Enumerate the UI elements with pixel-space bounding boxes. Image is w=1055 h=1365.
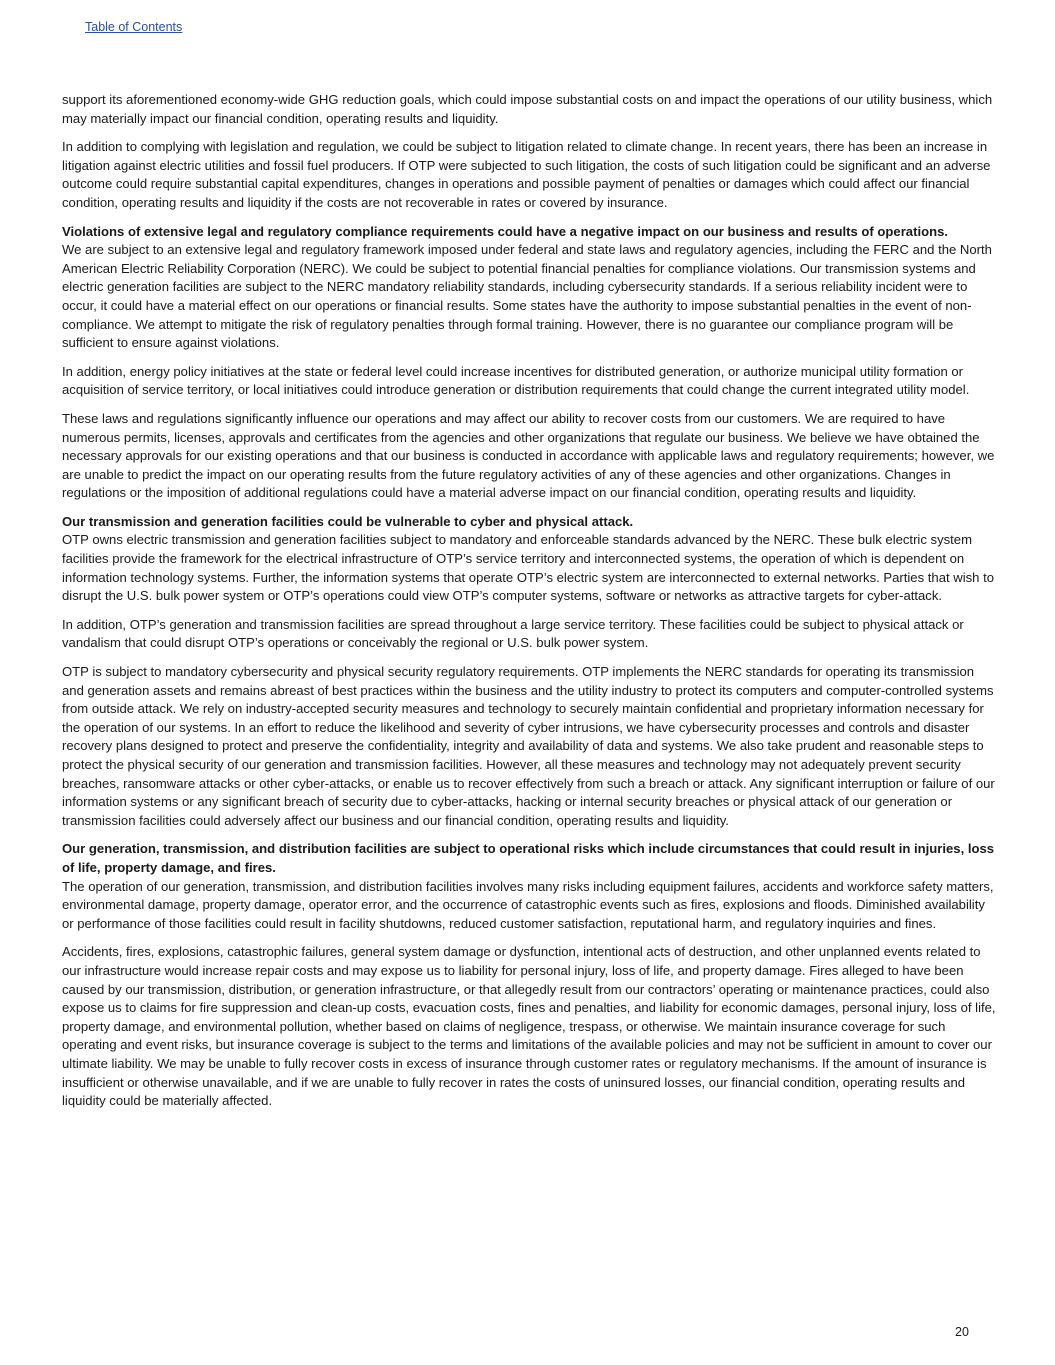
paragraph (62, 840, 998, 933)
table-of-contents-link[interactable]: Table of Contents (85, 20, 183, 34)
document-body (62, 91, 998, 1121)
paragraph-text: support its aforementioned economy-wide GHG reduction goals, which could impose substantial costs on and impact the operations of our utility business, which may materially impact our financial condition, operating results and liquidity. (62, 92, 993, 126)
paragraph (62, 138, 998, 212)
paragraph-text: In addition to complying with legislation and regulation, we could be subject to litigation related to climate change. In recent years, there has been an increase in litigation against electric utilities and fossil fuel producers. If OTP were subjected to such litigation, the costs of such litigation could be significant and an adverse outcome could require substantial capital expenditures, changes in operations and possible payment of penalties or damages which could affect our financial condition, operating results and liquidity if the costs are not recoverable in rates or covered by insurance. (62, 139, 991, 210)
paragraph-text: The operation of our generation, transmission, and distribution facilities involves many risks including equipment failures, accidents and workforce safety matters, environmental damage, property damage, operator error, and the occurrence of catastrophic events such as fires, explosions and floods. Diminished availability or performance of those facilities could result in facility shutdowns, reduced customer satisfaction, reputational harm, and regulatory inquiries and fines. (62, 878, 994, 931)
paragraph (62, 943, 998, 1110)
paragraph (62, 663, 998, 830)
paragraph-text: These laws and regulations significantly influence our operations and may affect our ability to recover costs from our customers. We are required to have numerous permits, licenses, approvals and certificates from the agencies and other organizations that regulate our business. We believe we have obtained the necessary approvals for our existing operations and that our business is conducted in accordance with applicable laws and regulatory requirements; however, we are unable to predict the impact on our operating results from the future regulatory activities of any of these agencies and other organizations. Changes in regulations or the imposition of additional regulations could have a material adverse impact on our financial condition, operating results and liquidity. (62, 410, 995, 501)
paragraph-text: Accidents, fires, explosions, catastrophic failures, general system damage or dysfunction, intentional acts of destruction, and other unplanned events related to our infrastructure would increase repair costs and may expose us to liability for personal injury, loss of life, and property damage. Fires alleged to have been caused by our transmission, distribution, or generation infrastructure, or that allegedly result from our contractors’ operating or maintenance practices, could also expose us to claims for fire suppression and clean-up costs, evacuation costs, fines and penalties, and liability for economic damages, personal injury, loss of life, property damage, and environmental pollution, whether based on claims of negligence, trespass, or otherwise. We maintain insurance coverage for such operating and event risks, but insurance coverage is subject to the terms and limitations of the available policies and may not be sufficient in amount to cover our ultimate liability. We may be unable to fully recover costs in excess of insurance through customer rates or regulatory mechanisms. If the amount of insurance is insufficient or otherwise unavailable, and if we are unable to fully recover in rates the costs of uninsured losses, our financial condition, operating results and liquidity could be materially affected. (62, 944, 996, 1109)
paragraph (62, 91, 998, 128)
page-number: 20 (955, 1325, 969, 1339)
paragraph-text: We are subject to an extensive legal and regulatory framework imposed under federal and state laws and regulatory agencies, including the FERC and the North American Electric Reliability Corporation (NERC). We could be subject to potential financial penalties for compliance violations. Our transmission systems and electric generation facilities are subject to the NERC mandatory reliability standards, including cybersecurity standards. If a serious reliability incident were to occur, it could have a material effect on our operations or financial results. Some states have the authority to impose substantial penalties in the event of non-compliance. We attempt to mitigate the risk of regulatory penalties through formal training. However, there is no guarantee our compliance program will be sufficient to ensure against violations. (62, 242, 992, 351)
paragraph (62, 363, 998, 400)
paragraph-text: In addition, energy policy initiatives at the state or federal level could increase incentives for distributed generation, or authorize municipal utility formation or acquisition of service territory, or local initiatives could introduce generation or distribution requirements that could change the current integrated utility model. (62, 363, 970, 398)
section-heading: Violations of extensive legal and regulatory compliance requirements could have a negative impact on our business and results of operations. (62, 223, 949, 239)
paragraph (62, 410, 998, 503)
paragraph-text: In addition, OTP’s generation and transmission facilities are spread throughout a large service territory. These facilities could be subject to physical attack or vandalism that could disrupt OTP’s operations or conceivably the regional or U.S. bulk power system. (62, 616, 964, 651)
section-heading: Our generation, transmission, and distribution facilities are subject to operational risks which include circumstances that could result in injuries, loss of life, property damage, and fires. (62, 841, 995, 875)
paragraph-text: OTP owns electric transmission and generation facilities subject to mandatory and enforceable standards advanced by the NERC. These bulk electric system facilities provide the framework for the electrical infrastructure of OTP’s service territory and interconnected systems, the operation of which is dependent on information technology systems. Further, the information systems that operate OTP’s electric system are interconnected to external networks. Parties that wish to disrupt the U.S. bulk power system or OTP’s operations could view OTP’s computer systems, software or networks as attractive targets for cyber-attack. (62, 532, 995, 604)
paragraph-text: OTP is subject to mandatory cybersecurity and physical security regulatory requirements. OTP implements the NERC standards for operating its transmission and generation assets and remains abreast of best practices within the business and the utility industry to protect its computers and computer-controlled systems from outside attack. We rely on industry-accepted security measures and technology to securely maintain confidential and proprietary information necessary for the operation of our systems. In an effort to reduce the likelihood and severity of cyber intrusions, we have cybersecurity processes and controls and disaster recovery plans designed to protect and preserve the confidentiality, integrity and availability of data and systems. We also take prudent and reasonable steps to protect the physical security of our generation and transmission facilities. However, all these measures and technology may not adequately prevent security breaches, ransomware attacks or other cyber-attacks, or enable us to recover effectively from such a breach or attack. Any significant interruption or failure of our information systems or any significant breach of security due to cyber-attacks, hacking or internal security breaches or physical attack of our generation or transmission facilities could adversely affect our business and our financial condition, operating results and liquidity. (62, 664, 995, 828)
section-heading: Our transmission and generation facilities could be vulnerable to cyber and physical attack. (62, 513, 634, 529)
paragraph (62, 223, 998, 353)
paragraph (62, 616, 998, 653)
paragraph (62, 513, 998, 606)
